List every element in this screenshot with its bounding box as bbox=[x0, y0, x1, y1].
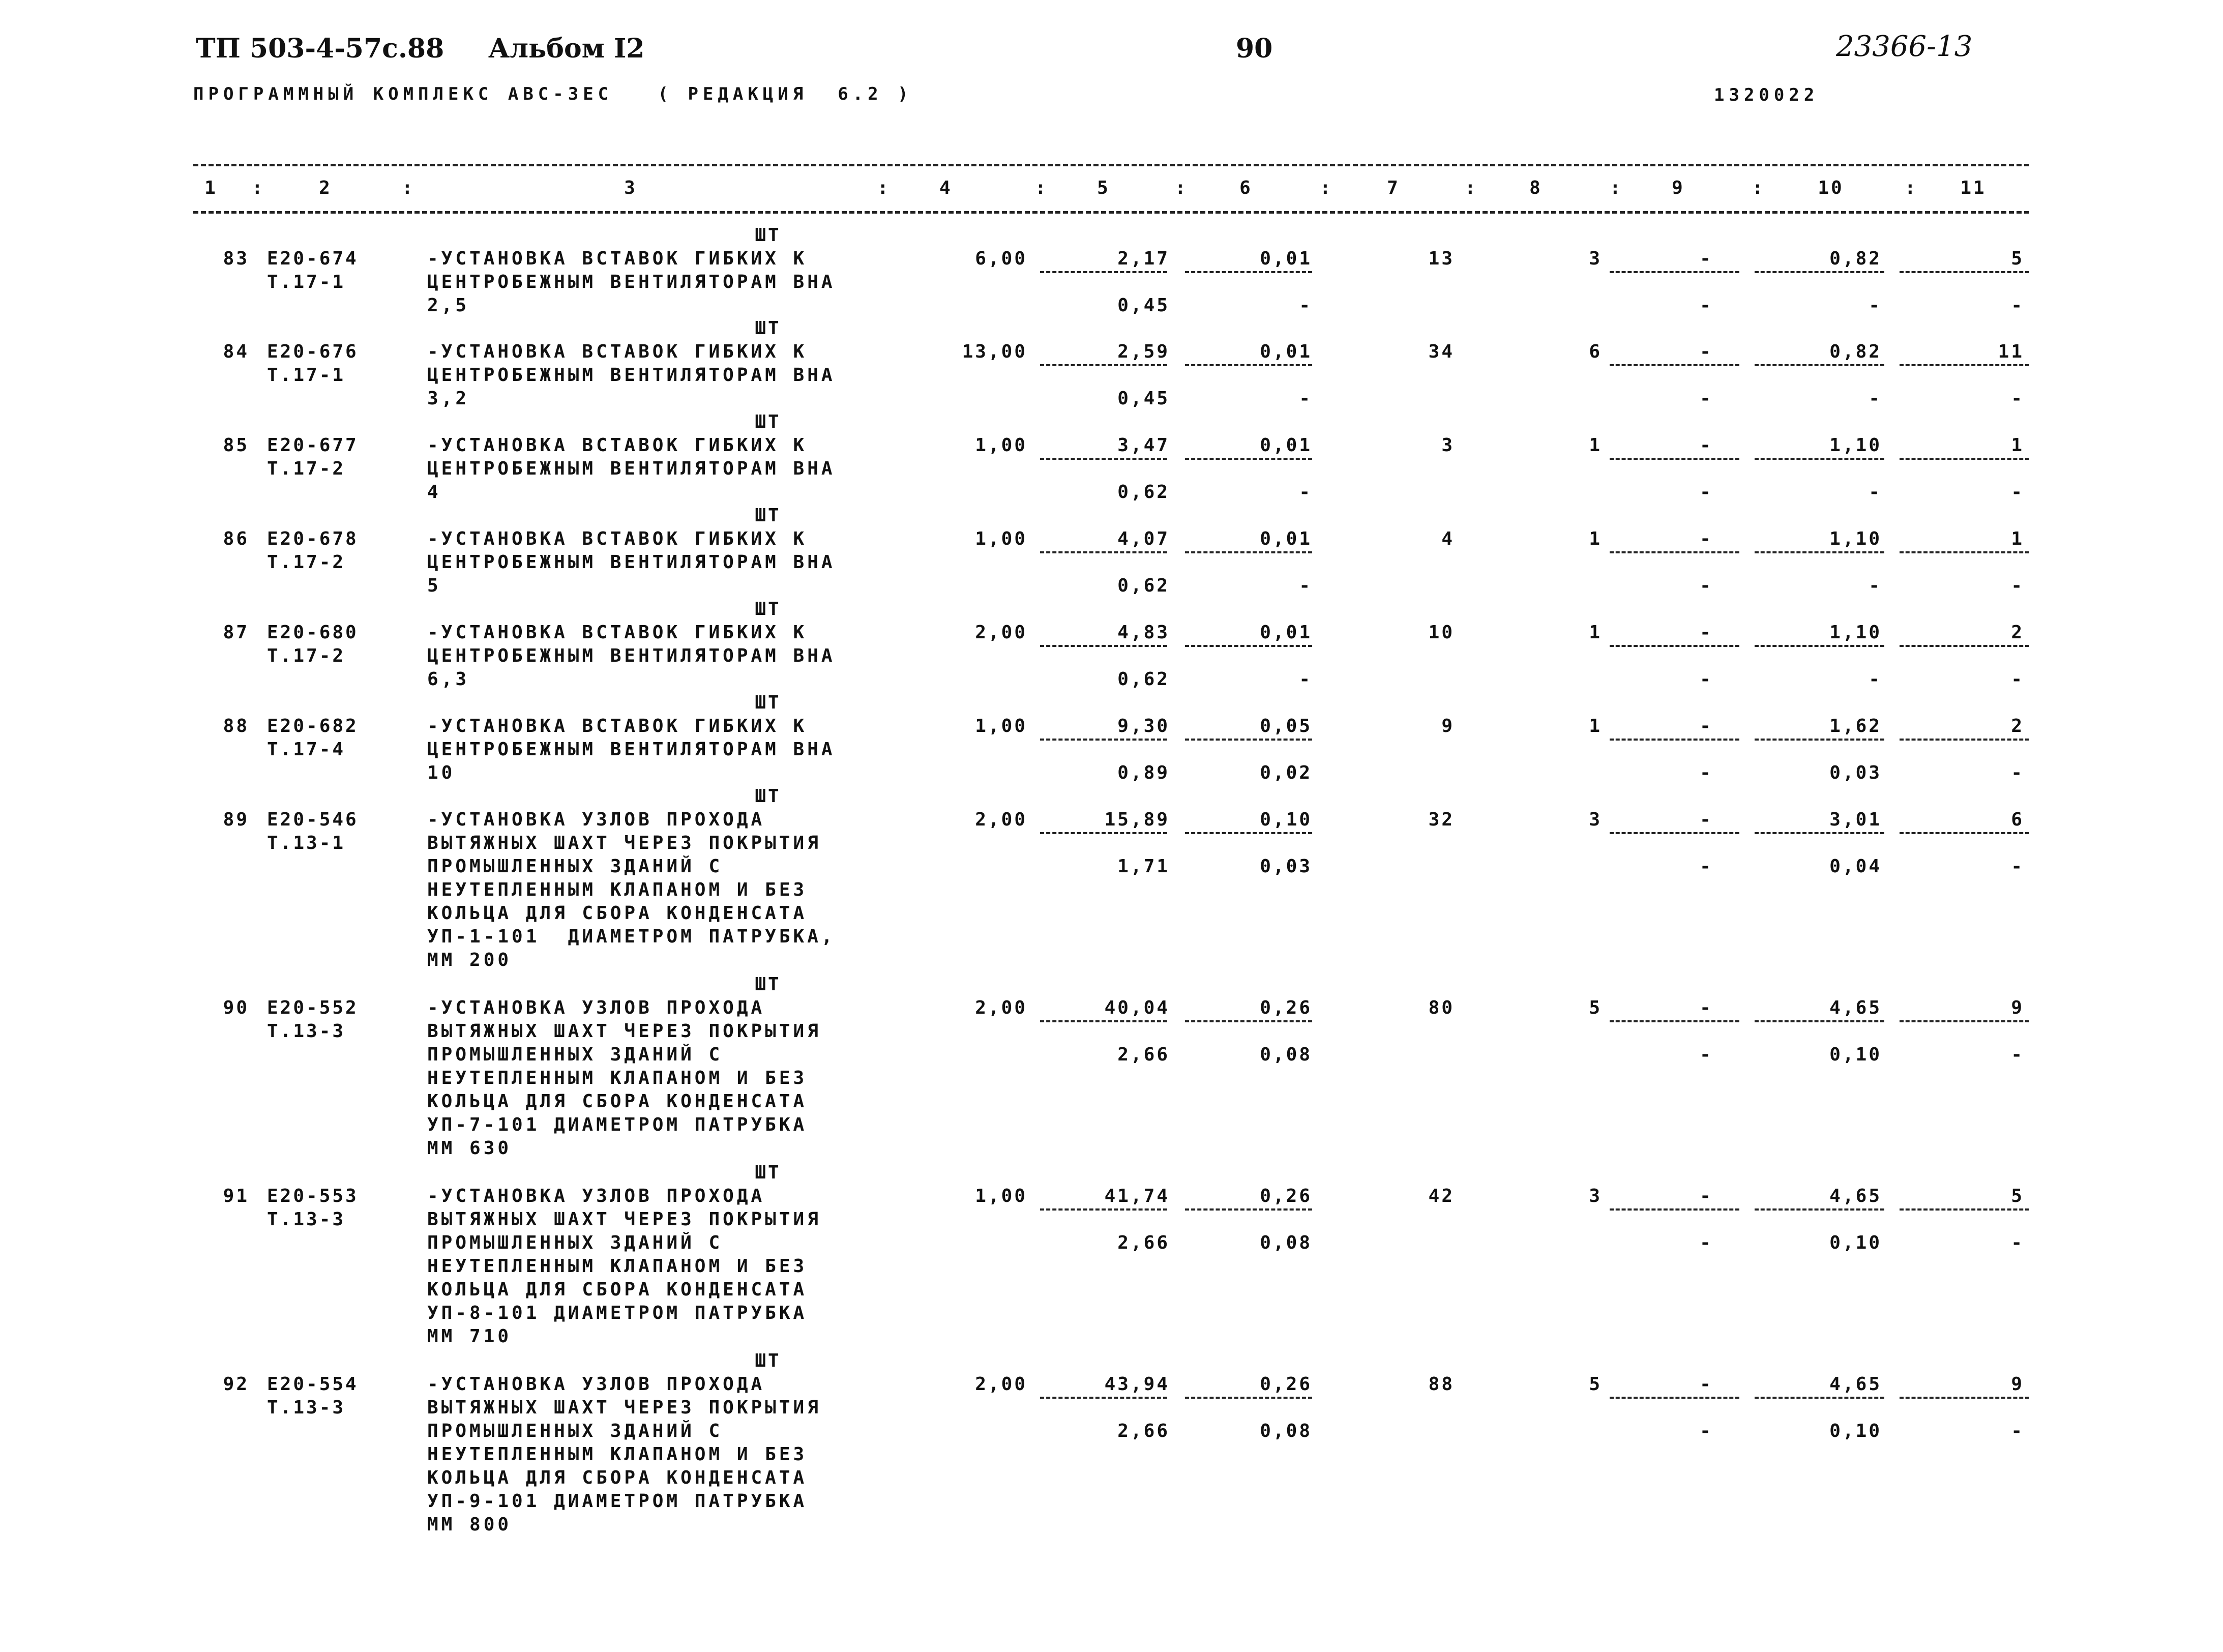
column-separator: : bbox=[1175, 178, 1188, 198]
col11-subvalue: - bbox=[2011, 1232, 2024, 1253]
unit-label: ШТ bbox=[755, 1162, 781, 1183]
norm-code: Е20-680 bbox=[267, 622, 359, 643]
work-description-line: НЕУТЕПЛЕННЫМ КЛАПАНОМ И БЕЗ bbox=[427, 879, 808, 900]
total-cost-value: 80 bbox=[1428, 997, 1455, 1018]
cost-underline bbox=[1900, 739, 2029, 741]
cost-underline bbox=[1610, 1397, 1739, 1399]
cost-underline bbox=[1610, 645, 1739, 647]
work-description-line: -УСТАНОВКА ВСТАВОК ГИБКИХ К bbox=[427, 622, 808, 643]
row-number: 90 bbox=[223, 997, 249, 1018]
column-header-7: 7 bbox=[1387, 178, 1400, 198]
unit-label: ШТ bbox=[755, 225, 781, 246]
col8-value: 3 bbox=[1589, 1186, 1602, 1206]
total-cost-value: 42 bbox=[1428, 1186, 1455, 1206]
col10-value: 4,65 bbox=[1829, 1186, 1882, 1206]
cost-underline bbox=[1040, 1397, 1167, 1399]
col11-value: 9 bbox=[2011, 1374, 2024, 1395]
work-description-line: ПРОМЫШЛЕННЫХ ЗДАНИЙ С bbox=[427, 856, 723, 877]
col9-subvalue: - bbox=[1700, 295, 1713, 316]
col10-value: 4,65 bbox=[1829, 997, 1882, 1018]
column-separator: : bbox=[402, 178, 415, 198]
norm-code: Е20-677 bbox=[267, 435, 359, 456]
work-description-line: -УСТАНОВКА ВСТАВОК ГИБКИХ К bbox=[427, 716, 808, 736]
cost-underline bbox=[1755, 1208, 1884, 1211]
col9-subvalue: - bbox=[1700, 856, 1713, 877]
table-reference: Т.13-3 bbox=[267, 1397, 346, 1418]
cost-underline bbox=[1755, 458, 1884, 460]
col11-value: 11 bbox=[1998, 341, 2024, 362]
norm-code: Е20-674 bbox=[267, 248, 359, 269]
quantity-value: 1,00 bbox=[975, 1186, 1027, 1206]
work-description-line: -УСТАНОВКА УЗЛОВ ПРОХОДА bbox=[427, 1374, 765, 1395]
col11-value: 2 bbox=[2011, 716, 2024, 736]
table-reference: Т.17-2 bbox=[267, 458, 346, 479]
cost-underline bbox=[1900, 832, 2029, 834]
table-reference: Т.17-2 bbox=[267, 645, 346, 666]
cost-underline bbox=[1185, 458, 1312, 460]
quantity-value: 1,00 bbox=[975, 716, 1027, 736]
col8-value: 1 bbox=[1589, 528, 1602, 549]
work-description-line: 3,2 bbox=[427, 388, 470, 409]
col8-value: 5 bbox=[1589, 997, 1602, 1018]
column-separator: : bbox=[252, 178, 265, 198]
col10-subvalue: 0,10 bbox=[1829, 1232, 1882, 1253]
work-description-line: ПРОМЫШЛЕННЫХ ЗДАНИЙ С bbox=[427, 1232, 723, 1253]
unit-label: ШТ bbox=[755, 505, 781, 526]
work-description-line: НЕУТЕПЛЕННЫМ КЛАПАНОМ И БЕЗ bbox=[427, 1256, 808, 1277]
col10-value: 0,82 bbox=[1829, 248, 1882, 269]
col6-subvalue: - bbox=[1299, 575, 1312, 596]
cost-underline bbox=[1185, 832, 1312, 834]
unit-cost-value: 2,17 bbox=[1117, 248, 1170, 269]
total-cost-value: 34 bbox=[1428, 341, 1455, 362]
cost-underline bbox=[1040, 458, 1167, 460]
table-reference: Т.17-2 bbox=[267, 552, 346, 573]
col6-subvalue: - bbox=[1299, 388, 1312, 409]
column-header-9: 9 bbox=[1672, 178, 1685, 198]
col11-subvalue: - bbox=[2011, 762, 2024, 783]
cost-underline bbox=[1610, 364, 1739, 366]
work-description-line: 4 bbox=[427, 482, 441, 503]
col11-value: 1 bbox=[2011, 435, 2024, 456]
total-cost-value: 13 bbox=[1428, 248, 1455, 269]
doc-code: ТП 503-4-57с.88 bbox=[196, 33, 444, 64]
wage-cost-value: 0,62 bbox=[1117, 482, 1170, 503]
col9-subvalue: - bbox=[1700, 1232, 1713, 1253]
column-header-11: 11 bbox=[1960, 178, 1987, 198]
column-separator: : bbox=[1035, 178, 1048, 198]
col11-value: 6 bbox=[2011, 809, 2024, 830]
col11-value: 1 bbox=[2011, 528, 2024, 549]
column-separator: : bbox=[1905, 178, 1918, 198]
col11-value: 5 bbox=[2011, 1186, 2024, 1206]
quantity-value: 1,00 bbox=[975, 435, 1027, 456]
column-header-10: 10 bbox=[1818, 178, 1844, 198]
col9-value: - bbox=[1700, 622, 1713, 643]
col9-subvalue: - bbox=[1700, 762, 1713, 783]
col11-subvalue: - bbox=[2011, 482, 2024, 503]
table-top-rule bbox=[193, 164, 2029, 166]
work-description-line: ЦЕНТРОБЕЖНЫМ ВЕНТИЛЯТОРАМ ВНА bbox=[427, 365, 836, 386]
row-number: 84 bbox=[223, 341, 249, 362]
col9-subvalue: - bbox=[1700, 575, 1713, 596]
total-cost-value: 9 bbox=[1441, 716, 1455, 736]
work-description-line: 5 bbox=[427, 575, 441, 596]
cost-underline bbox=[1185, 364, 1312, 366]
cost-underline bbox=[1185, 551, 1312, 553]
col9-value: - bbox=[1700, 716, 1713, 736]
cost-underline bbox=[1040, 551, 1167, 553]
col9-value: - bbox=[1700, 1186, 1713, 1206]
col6-subvalue: 0,08 bbox=[1260, 1044, 1312, 1065]
cost-underline bbox=[1755, 1397, 1884, 1399]
unit-cost-value: 15,89 bbox=[1104, 809, 1170, 830]
table-reference: Т.17-1 bbox=[267, 272, 346, 292]
cost-underline bbox=[1610, 1020, 1739, 1022]
col8-value: 1 bbox=[1589, 435, 1602, 456]
work-description-line: ВЫТЯЖНЫХ ШАХТ ЧЕРЕЗ ПОКРЫТИЯ bbox=[427, 1021, 821, 1042]
col9-value: - bbox=[1700, 341, 1713, 362]
col10-subvalue: 0,03 bbox=[1829, 762, 1882, 783]
column-header-3: 3 bbox=[624, 178, 637, 198]
cost-underline bbox=[1755, 364, 1884, 366]
col9-subvalue: - bbox=[1700, 669, 1713, 690]
work-description-line: -УСТАНОВКА ВСТАВОК ГИБКИХ К bbox=[427, 528, 808, 549]
col10-value: 1,10 bbox=[1829, 435, 1882, 456]
work-description-line: ЦЕНТРОБЕЖНЫМ ВЕНТИЛЯТОРАМ ВНА bbox=[427, 739, 836, 760]
wage-cost-value: 0,45 bbox=[1117, 295, 1170, 316]
col9-value: - bbox=[1700, 528, 1713, 549]
col6-value: 0,01 bbox=[1260, 341, 1312, 362]
cost-underline bbox=[1900, 551, 2029, 553]
col9-subvalue: - bbox=[1700, 388, 1713, 409]
cost-underline bbox=[1040, 271, 1167, 273]
cost-underline bbox=[1755, 551, 1884, 553]
table-header-bottom-rule bbox=[193, 211, 2029, 214]
work-description-line: УП-9-101 ДИАМЕТРОМ ПАТРУБКА bbox=[427, 1491, 808, 1512]
page-number: 90 bbox=[1236, 33, 1273, 64]
col6-value: 0,26 bbox=[1260, 1374, 1312, 1395]
col11-subvalue: - bbox=[2011, 856, 2024, 877]
program-title: ПРОГРАММНЫЙ КОМПЛЕКС АВС-3ЕС ( РЕДАКЦИЯ 6.2 ) bbox=[193, 84, 913, 104]
row-number: 92 bbox=[223, 1374, 249, 1395]
norm-code: Е20-553 bbox=[267, 1186, 359, 1206]
work-description-line: ВЫТЯЖНЫХ ШАХТ ЧЕРЕЗ ПОКРЫТИЯ bbox=[427, 1397, 821, 1418]
cost-underline bbox=[1900, 364, 2029, 366]
wage-cost-value: 0,45 bbox=[1117, 388, 1170, 409]
col8-value: 3 bbox=[1589, 248, 1602, 269]
cost-underline bbox=[1185, 271, 1312, 273]
row-number: 85 bbox=[223, 435, 249, 456]
norm-code: Е20-682 bbox=[267, 716, 359, 736]
col11-subvalue: - bbox=[2011, 388, 2024, 409]
col10-subvalue: - bbox=[1869, 575, 1882, 596]
quantity-value: 2,00 bbox=[975, 1374, 1027, 1395]
wage-cost-value: 1,71 bbox=[1117, 856, 1170, 877]
quantity-value: 1,00 bbox=[975, 528, 1027, 549]
col6-subvalue: 0,08 bbox=[1260, 1232, 1312, 1253]
cost-underline bbox=[1040, 1208, 1167, 1211]
col11-value: 2 bbox=[2011, 622, 2024, 643]
norm-code: Е20-546 bbox=[267, 809, 359, 830]
col9-value: - bbox=[1700, 1374, 1713, 1395]
cost-underline bbox=[1185, 1397, 1312, 1399]
work-description-line: НЕУТЕПЛЕННЫМ КЛАПАНОМ И БЕЗ bbox=[427, 1068, 808, 1088]
col10-value: 1,62 bbox=[1829, 716, 1882, 736]
col9-value: - bbox=[1700, 435, 1713, 456]
unit-cost-value: 4,83 bbox=[1117, 622, 1170, 643]
row-number: 88 bbox=[223, 716, 249, 736]
cost-underline bbox=[1040, 364, 1167, 366]
total-cost-value: 3 bbox=[1441, 435, 1455, 456]
column-header-1: 1 bbox=[204, 178, 218, 198]
album-label: Альбом I2 bbox=[488, 33, 645, 64]
column-header-6: 6 bbox=[1239, 178, 1253, 198]
col10-subvalue: - bbox=[1869, 388, 1882, 409]
work-description-line: ЦЕНТРОБЕЖНЫМ ВЕНТИЛЯТОРАМ ВНА bbox=[427, 552, 836, 573]
col9-subvalue: - bbox=[1700, 482, 1713, 503]
work-description-line: ММ 200 bbox=[427, 950, 512, 970]
cost-underline bbox=[1610, 458, 1739, 460]
cost-underline bbox=[1040, 645, 1167, 647]
work-description-line: -УСТАНОВКА УЗЛОВ ПРОХОДА bbox=[427, 1186, 765, 1206]
work-description-line: -УСТАНОВКА ВСТАВОК ГИБКИХ К bbox=[427, 248, 808, 269]
quantity-value: 2,00 bbox=[975, 622, 1027, 643]
cost-underline bbox=[1185, 1208, 1312, 1211]
column-separator: : bbox=[1320, 178, 1333, 198]
cost-underline bbox=[1610, 832, 1739, 834]
unit-cost-value: 41,74 bbox=[1104, 1186, 1170, 1206]
table-reference: Т.13-1 bbox=[267, 833, 346, 853]
quantity-value: 2,00 bbox=[975, 997, 1027, 1018]
document-code: 1320022 bbox=[1714, 85, 1819, 105]
work-description-line: 2,5 bbox=[427, 295, 470, 316]
row-number: 83 bbox=[223, 248, 249, 269]
column-header-5: 5 bbox=[1097, 178, 1110, 198]
work-description-line: КОЛЬЦА ДЛЯ СБОРА КОНДЕНСАТА bbox=[427, 1091, 808, 1112]
col11-subvalue: - bbox=[2011, 295, 2024, 316]
wage-cost-value: 0,62 bbox=[1117, 669, 1170, 690]
col10-subvalue: - bbox=[1869, 295, 1882, 316]
col8-value: 6 bbox=[1589, 341, 1602, 362]
norm-code: Е20-552 bbox=[267, 997, 359, 1018]
norm-code: Е20-554 bbox=[267, 1374, 359, 1395]
cost-underline bbox=[1610, 271, 1739, 273]
total-cost-value: 10 bbox=[1428, 622, 1455, 643]
work-description-line: КОЛЬЦА ДЛЯ СБОРА КОНДЕНСАТА bbox=[427, 903, 808, 924]
col8-value: 1 bbox=[1589, 716, 1602, 736]
total-cost-value: 32 bbox=[1428, 809, 1455, 830]
col6-subvalue: - bbox=[1299, 669, 1312, 690]
col6-subvalue: - bbox=[1299, 482, 1312, 503]
cost-underline bbox=[1185, 645, 1312, 647]
col8-value: 3 bbox=[1589, 809, 1602, 830]
work-description-line: ВЫТЯЖНЫХ ШАХТ ЧЕРЕЗ ПОКРЫТИЯ bbox=[427, 1209, 821, 1230]
work-description-line: КОЛЬЦА ДЛЯ СБОРА КОНДЕНСАТА bbox=[427, 1279, 808, 1300]
cost-underline bbox=[1040, 832, 1167, 834]
col6-value: 0,01 bbox=[1260, 528, 1312, 549]
col9-value: - bbox=[1700, 997, 1713, 1018]
work-description-line: ЦЕНТРОБЕЖНЫМ ВЕНТИЛЯТОРАМ ВНА bbox=[427, 458, 836, 479]
cost-underline bbox=[1755, 832, 1884, 834]
col9-subvalue: - bbox=[1700, 1044, 1713, 1065]
cost-underline bbox=[1900, 1397, 2029, 1399]
cost-underline bbox=[1040, 739, 1167, 741]
column-header-8: 8 bbox=[1529, 178, 1543, 198]
column-separator: : bbox=[1465, 178, 1478, 198]
cost-underline bbox=[1755, 271, 1884, 273]
work-description-line: -УСТАНОВКА УЗЛОВ ПРОХОДА bbox=[427, 809, 765, 830]
work-description-line: ММ 630 bbox=[427, 1138, 512, 1159]
work-description-line: НЕУТЕПЛЕННЫМ КЛАПАНОМ И БЕЗ bbox=[427, 1444, 808, 1465]
col10-value: 1,10 bbox=[1829, 528, 1882, 549]
cost-underline bbox=[1185, 1020, 1312, 1022]
col10-value: 0,82 bbox=[1829, 341, 1882, 362]
row-number: 86 bbox=[223, 528, 249, 549]
work-description-line: ЦЕНТРОБЕЖНЫМ ВЕНТИЛЯТОРАМ ВНА bbox=[427, 272, 836, 292]
col9-subvalue: - bbox=[1700, 1421, 1713, 1441]
column-separator: : bbox=[877, 178, 891, 198]
col6-value: 0,10 bbox=[1260, 809, 1312, 830]
unit-label: ШТ bbox=[755, 411, 781, 432]
col11-subvalue: - bbox=[2011, 575, 2024, 596]
work-description-line: УП-1-101 ДИАМЕТРОМ ПАТРУБКА, bbox=[427, 926, 836, 947]
unit-cost-value: 4,07 bbox=[1117, 528, 1170, 549]
row-number: 87 bbox=[223, 622, 249, 643]
col10-value: 3,01 bbox=[1829, 809, 1882, 830]
total-cost-value: 88 bbox=[1428, 1374, 1455, 1395]
work-description-line: УП-7-101 ДИАМЕТРОМ ПАТРУБКА bbox=[427, 1114, 808, 1135]
col6-subvalue: 0,08 bbox=[1260, 1421, 1312, 1441]
handwritten-reference: 23366-13 bbox=[1836, 30, 1973, 63]
col10-subvalue: 0,10 bbox=[1829, 1421, 1882, 1441]
col6-value: 0,01 bbox=[1260, 622, 1312, 643]
cost-underline bbox=[1900, 458, 2029, 460]
work-description-line: -УСТАНОВКА ВСТАВОК ГИБКИХ К bbox=[427, 435, 808, 456]
norm-code: Е20-678 bbox=[267, 528, 359, 549]
unit-cost-value: 9,30 bbox=[1117, 716, 1170, 736]
row-number: 91 bbox=[223, 1186, 249, 1206]
cost-underline bbox=[1755, 1020, 1884, 1022]
col6-value: 0,01 bbox=[1260, 248, 1312, 269]
col10-subvalue: - bbox=[1869, 482, 1882, 503]
quantity-value: 13,00 bbox=[962, 341, 1027, 362]
unit-label: ШТ bbox=[755, 318, 781, 339]
work-description-line: -УСТАНОВКА ВСТАВОК ГИБКИХ К bbox=[427, 341, 808, 362]
work-description-line: -УСТАНОВКА УЗЛОВ ПРОХОДА bbox=[427, 997, 765, 1018]
cost-underline bbox=[1900, 1020, 2029, 1022]
work-description-line: УП-8-101 ДИАМЕТРОМ ПАТРУБКА bbox=[427, 1303, 808, 1323]
col6-subvalue: - bbox=[1299, 295, 1312, 316]
work-description-line: ПРОМЫШЛЕННЫХ ЗДАНИЙ С bbox=[427, 1421, 723, 1441]
col11-value: 9 bbox=[2011, 997, 2024, 1018]
col6-subvalue: 0,03 bbox=[1260, 856, 1312, 877]
col10-subvalue: - bbox=[1869, 669, 1882, 690]
col6-value: 0,01 bbox=[1260, 435, 1312, 456]
cost-underline bbox=[1040, 1020, 1167, 1022]
wage-cost-value: 0,89 bbox=[1117, 762, 1170, 783]
col11-subvalue: - bbox=[2011, 669, 2024, 690]
quantity-value: 6,00 bbox=[975, 248, 1027, 269]
col6-value: 0,26 bbox=[1260, 997, 1312, 1018]
col10-value: 1,10 bbox=[1829, 622, 1882, 643]
norm-code: Е20-676 bbox=[267, 341, 359, 362]
wage-cost-value: 2,66 bbox=[1117, 1232, 1170, 1253]
work-description-line: ММ 800 bbox=[427, 1514, 512, 1535]
unit-cost-value: 2,59 bbox=[1117, 341, 1170, 362]
cost-underline bbox=[1755, 645, 1884, 647]
cost-underline bbox=[1900, 645, 2029, 647]
table-reference: Т.17-1 bbox=[267, 365, 346, 386]
table-reference: Т.13-3 bbox=[267, 1209, 346, 1230]
cost-underline bbox=[1610, 551, 1739, 553]
column-header-4: 4 bbox=[939, 178, 953, 198]
work-description-line: КОЛЬЦА ДЛЯ СБОРА КОНДЕНСАТА bbox=[427, 1467, 808, 1488]
unit-cost-value: 43,94 bbox=[1104, 1374, 1170, 1395]
cost-underline bbox=[1185, 739, 1312, 741]
work-description-line: ЦЕНТРОБЕЖНЫМ ВЕНТИЛЯТОРАМ ВНА bbox=[427, 645, 836, 666]
col8-value: 1 bbox=[1589, 622, 1602, 643]
col11-subvalue: - bbox=[2011, 1421, 2024, 1441]
cost-underline bbox=[1755, 739, 1884, 741]
unit-cost-value: 40,04 bbox=[1104, 997, 1170, 1018]
col9-value: - bbox=[1700, 809, 1713, 830]
wage-cost-value: 2,66 bbox=[1117, 1044, 1170, 1065]
cost-underline bbox=[1900, 1208, 2029, 1211]
total-cost-value: 4 bbox=[1441, 528, 1455, 549]
col6-value: 0,26 bbox=[1260, 1186, 1312, 1206]
column-separator: : bbox=[1610, 178, 1623, 198]
cost-underline bbox=[1900, 271, 2029, 273]
col9-value: - bbox=[1700, 248, 1713, 269]
col11-subvalue: - bbox=[2011, 1044, 2024, 1065]
unit-label: ШТ bbox=[755, 786, 781, 807]
quantity-value: 2,00 bbox=[975, 809, 1027, 830]
col11-value: 5 bbox=[2011, 248, 2024, 269]
column-header-2: 2 bbox=[319, 178, 332, 198]
table-reference: Т.13-3 bbox=[267, 1021, 346, 1042]
work-description-line: ВЫТЯЖНЫХ ШАХТ ЧЕРЕЗ ПОКРЫТИЯ bbox=[427, 833, 821, 853]
col10-subvalue: 0,10 bbox=[1829, 1044, 1882, 1065]
unit-label: ШТ bbox=[755, 692, 781, 713]
col8-value: 5 bbox=[1589, 1374, 1602, 1395]
unit-label: ШТ bbox=[755, 599, 781, 620]
unit-label: ШТ bbox=[755, 1350, 781, 1371]
cost-underline bbox=[1610, 1208, 1739, 1211]
unit-cost-value: 3,47 bbox=[1117, 435, 1170, 456]
column-separator: : bbox=[1752, 178, 1765, 198]
col6-subvalue: 0,02 bbox=[1260, 762, 1312, 783]
table-reference: Т.17-4 bbox=[267, 739, 346, 760]
unit-label: ШТ bbox=[755, 974, 781, 995]
row-number: 89 bbox=[223, 809, 249, 830]
col10-value: 4,65 bbox=[1829, 1374, 1882, 1395]
work-description-line: ПРОМЫШЛЕННЫХ ЗДАНИЙ С bbox=[427, 1044, 723, 1065]
work-description-line: 10 bbox=[427, 762, 456, 783]
col10-subvalue: 0,04 bbox=[1829, 856, 1882, 877]
work-description-line: ММ 710 bbox=[427, 1326, 512, 1347]
work-description-line: 6,3 bbox=[427, 669, 470, 690]
col6-value: 0,05 bbox=[1260, 716, 1312, 736]
wage-cost-value: 2,66 bbox=[1117, 1421, 1170, 1441]
cost-underline bbox=[1610, 739, 1739, 741]
wage-cost-value: 0,62 bbox=[1117, 575, 1170, 596]
